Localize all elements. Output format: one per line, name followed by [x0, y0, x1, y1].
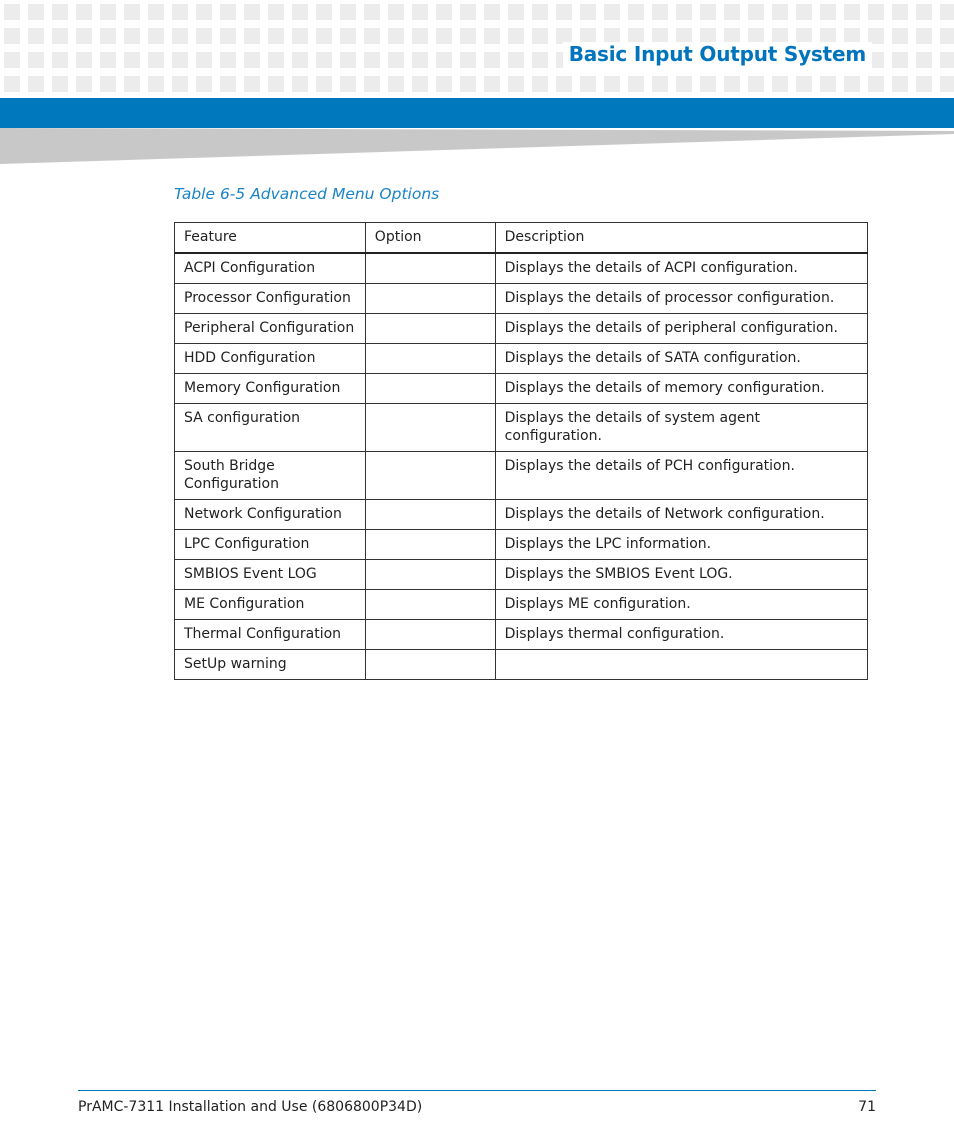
header-pattern-tile: [244, 52, 260, 68]
header-pattern-tile: [220, 4, 236, 20]
header-pattern-tile: [748, 76, 764, 92]
header-pattern-tile: [292, 28, 308, 44]
header-pattern-tile: [916, 52, 932, 68]
cell-feature: ACPI Configuration: [175, 253, 366, 284]
header-pattern-tile: [508, 76, 524, 92]
cell-feature: HDD Configuration: [175, 344, 366, 374]
cell-feature: SMBIOS Event LOG: [175, 560, 366, 590]
header-pattern-tile: [172, 52, 188, 68]
cell-option: [365, 253, 495, 284]
cell-description: Displays the details of system agent configuration.: [495, 404, 867, 452]
header-pattern-tile: [268, 4, 284, 20]
cell-description: Displays the details of peripheral configuration.: [495, 314, 867, 344]
header-pattern-tile: [436, 52, 452, 68]
cell-option: [365, 560, 495, 590]
header-pattern-tile: [52, 4, 68, 20]
header-pattern-tile: [484, 28, 500, 44]
header-pattern-tile: [892, 4, 908, 20]
header-pattern-tile: [220, 52, 236, 68]
cell-description: Displays the details of memory configuration.: [495, 374, 867, 404]
header-pattern-tile: [724, 76, 740, 92]
cell-feature: Network Configuration: [175, 500, 366, 530]
header-pattern-tile: [940, 4, 954, 20]
header-pattern-tile: [244, 28, 260, 44]
header-pattern-tile: [196, 4, 212, 20]
cell-option: [365, 344, 495, 374]
header-pattern-tile: [172, 28, 188, 44]
header-pattern-tile: [556, 76, 572, 92]
header-pattern-tile: [124, 52, 140, 68]
header-pattern-tile: [316, 28, 332, 44]
header-pattern-tile: [364, 76, 380, 92]
header-pattern-tile: [364, 4, 380, 20]
cell-description: [495, 650, 867, 680]
header-pattern-tile: [580, 76, 596, 92]
table-row: [175, 404, 868, 452]
cell-feature: Peripheral Configuration: [175, 314, 366, 344]
header-pattern-tile: [940, 52, 954, 68]
header-pattern-tile: [148, 52, 164, 68]
header-pattern-tile: [4, 4, 20, 20]
header-pattern-tile: [316, 4, 332, 20]
header-pattern-tile: [76, 52, 92, 68]
cell-description: Displays the details of SATA configuration.: [495, 344, 867, 374]
header-pattern-tile: [844, 4, 860, 20]
header-pattern-tile: [532, 52, 548, 68]
cell-description: Displays thermal configuration.: [495, 620, 867, 650]
header-pattern-tile: [460, 4, 476, 20]
cell-feature: ME Configuration: [175, 590, 366, 620]
header-pattern-tile: [700, 76, 716, 92]
header-pattern-tile: [580, 4, 596, 20]
header-pattern-tile: [892, 28, 908, 44]
cell-feature: SA configuration: [175, 404, 366, 452]
header-pattern-tile: [364, 52, 380, 68]
table-row: [175, 560, 868, 590]
header-pattern-tile: [508, 52, 524, 68]
header-pattern-tile: [916, 28, 932, 44]
table-caption: Table 6-5 Advanced Menu Options: [174, 185, 440, 203]
header-pattern-tile: [4, 76, 20, 92]
header-pattern-tile: [844, 76, 860, 92]
header-pattern-tile: [52, 76, 68, 92]
header-pattern-tile: [28, 4, 44, 20]
header-pattern-tile: [76, 28, 92, 44]
header-pattern-tile: [460, 76, 476, 92]
header-pattern-tile: [916, 76, 932, 92]
header-blue-band: [0, 98, 954, 128]
header-pattern-tile: [940, 28, 954, 44]
header-pattern-tile: [796, 76, 812, 92]
header-pattern-tile: [100, 76, 116, 92]
header-pattern-tile: [100, 52, 116, 68]
header-pattern-tile: [772, 4, 788, 20]
header-pattern-tile: [100, 28, 116, 44]
header-pattern-tile: [292, 4, 308, 20]
header-pattern-tile: [796, 4, 812, 20]
header-pattern-tile: [340, 76, 356, 92]
cell-description: Displays the LPC information.: [495, 530, 867, 560]
header-pattern-tile: [676, 4, 692, 20]
header-pattern-tile: [364, 28, 380, 44]
cell-option: [365, 374, 495, 404]
advanced-menu-options-table: [174, 222, 868, 680]
header-pattern-tile: [340, 52, 356, 68]
header-pattern-tile: [628, 4, 644, 20]
header-pattern-tile: [172, 76, 188, 92]
header-pattern-tile: [820, 76, 836, 92]
header-pattern-tile: [412, 76, 428, 92]
header-pattern-tile: [460, 52, 476, 68]
header-pattern-tile: [460, 28, 476, 44]
header-pattern-tile: [820, 4, 836, 20]
table-row: [175, 620, 868, 650]
header-pattern-tile: [76, 76, 92, 92]
header-pattern-tile: [868, 76, 884, 92]
cell-description: Displays the details of processor configuration.: [495, 284, 867, 314]
column-header-description: Description: [495, 223, 867, 254]
header-pattern-tile: [388, 76, 404, 92]
header-pattern-tile: [268, 52, 284, 68]
table-row: [175, 253, 868, 284]
header-pattern-tile: [508, 28, 524, 44]
header-pattern-tile: [532, 4, 548, 20]
header-pattern-tile: [268, 76, 284, 92]
header-pattern-tile: [604, 4, 620, 20]
table-row: [175, 530, 868, 560]
table-body: [175, 253, 868, 680]
table-row: [175, 314, 868, 344]
header-pattern-tile: [916, 4, 932, 20]
header-pattern-tile: [652, 4, 668, 20]
header-pattern-tile: [100, 4, 116, 20]
header-pattern-tile: [436, 76, 452, 92]
header-pattern-tile: [892, 76, 908, 92]
header-pattern-tile: [76, 4, 92, 20]
header-pattern-tile: [412, 52, 428, 68]
header-pattern-tile: [772, 76, 788, 92]
header-pattern-tile: [508, 4, 524, 20]
header-pattern-tile: [124, 4, 140, 20]
header-grey-swoosh: [0, 128, 954, 164]
header-pattern-tile: [940, 76, 954, 92]
header-pattern-tile: [28, 28, 44, 44]
table-row: [175, 590, 868, 620]
header-pattern-tile: [628, 76, 644, 92]
header-pattern-tile: [172, 4, 188, 20]
cell-option: [365, 500, 495, 530]
cell-feature: South Bridge Configuration: [175, 452, 366, 500]
header-pattern-tile: [604, 76, 620, 92]
cell-option: [365, 404, 495, 452]
header-pattern-tile: [148, 28, 164, 44]
page-header-title: Basic Input Output System: [563, 42, 872, 68]
header-pattern-tile: [484, 52, 500, 68]
footer-rule: [78, 1090, 876, 1091]
header-pattern-tile: [52, 28, 68, 44]
cell-description: Displays the details of ACPI configuration.: [495, 253, 867, 284]
header-pattern-tile: [484, 4, 500, 20]
header-pattern-tile: [412, 28, 428, 44]
header-pattern-tile: [220, 28, 236, 44]
header-pattern-tile: [484, 76, 500, 92]
header-pattern-tile: [244, 76, 260, 92]
header-pattern-tile: [556, 4, 572, 20]
table-row: [175, 452, 868, 500]
table-header-row: [175, 223, 868, 254]
header-pattern-tile: [724, 4, 740, 20]
table-row: [175, 650, 868, 680]
cell-feature: LPC Configuration: [175, 530, 366, 560]
column-header-feature: Feature: [175, 223, 366, 254]
cell-option: [365, 314, 495, 344]
header-pattern-tile: [388, 4, 404, 20]
header-pattern-tile: [196, 76, 212, 92]
header-pattern-tile: [652, 76, 668, 92]
table-row: [175, 374, 868, 404]
cell-description: Displays the SMBIOS Event LOG.: [495, 560, 867, 590]
header-pattern-tile: [868, 4, 884, 20]
table-row: [175, 500, 868, 530]
header-pattern-tile: [340, 28, 356, 44]
header-pattern-tile: [436, 4, 452, 20]
cell-option: [365, 650, 495, 680]
header-pattern-tile: [124, 28, 140, 44]
header-pattern-tile: [892, 52, 908, 68]
cell-feature: Memory Configuration: [175, 374, 366, 404]
header-pattern-tile: [148, 4, 164, 20]
header-pattern-tile: [412, 4, 428, 20]
cell-option: [365, 590, 495, 620]
footer-document-title: PrAMC-7311 Installation and Use (6806800P34D): [78, 1099, 423, 1115]
header-pattern-tile: [748, 4, 764, 20]
header-pattern-tile: [532, 28, 548, 44]
header-pattern-tile: [700, 4, 716, 20]
header-pattern-tile: [52, 52, 68, 68]
header-pattern-tile: [388, 28, 404, 44]
header-pattern-tile: [196, 52, 212, 68]
header-pattern-tile: [148, 76, 164, 92]
cell-description: Displays the details of Network configuration.: [495, 500, 867, 530]
cell-option: [365, 530, 495, 560]
header-pattern-tile: [4, 28, 20, 44]
header-pattern-tile: [292, 52, 308, 68]
header-pattern-tile: [4, 52, 20, 68]
header-pattern-tile: [292, 76, 308, 92]
footer-page-number: 71: [858, 1099, 876, 1115]
header-pattern-tile: [28, 52, 44, 68]
header-pattern-tile: [220, 76, 236, 92]
table-row: [175, 284, 868, 314]
header-pattern-tile: [340, 4, 356, 20]
header-pattern-tile: [388, 52, 404, 68]
header-pattern-tile: [316, 52, 332, 68]
cell-option: [365, 620, 495, 650]
header-pattern-tile: [268, 28, 284, 44]
cell-feature: Processor Configuration: [175, 284, 366, 314]
header-pattern-tile: [28, 76, 44, 92]
cell-option: [365, 452, 495, 500]
header-pattern-tile: [436, 28, 452, 44]
cell-description: Displays ME configuration.: [495, 590, 867, 620]
cell-option: [365, 284, 495, 314]
header-pattern-tile: [124, 76, 140, 92]
header-pattern-tile: [196, 28, 212, 44]
cell-description: Displays the details of PCH configuration.: [495, 452, 867, 500]
cell-feature: SetUp warning: [175, 650, 366, 680]
header-pattern-tile: [676, 76, 692, 92]
header-pattern-tile: [532, 76, 548, 92]
header-pattern-tile: [316, 76, 332, 92]
table-row: [175, 344, 868, 374]
cell-feature: Thermal Configuration: [175, 620, 366, 650]
column-header-option: Option: [365, 223, 495, 254]
header-pattern-tile: [244, 4, 260, 20]
